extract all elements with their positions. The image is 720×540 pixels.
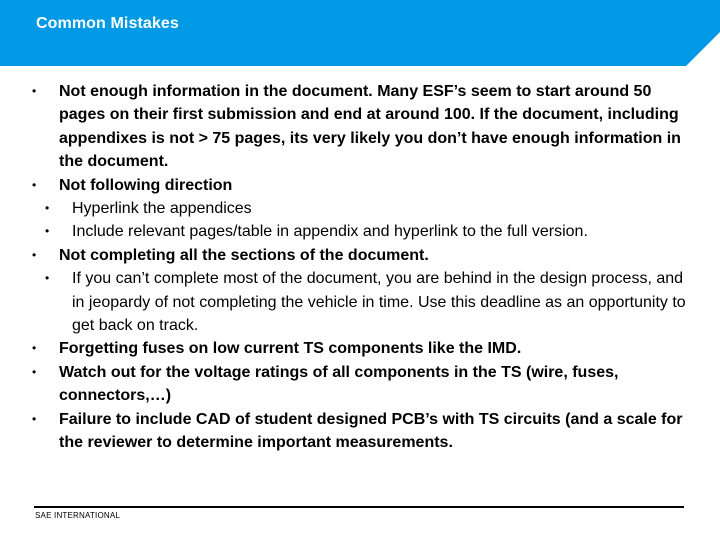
bullet-item [28, 361, 698, 408]
bullet-glyph: • [32, 341, 37, 356]
bullet-text: If you can’t complete most of the document, you are behind in the design process, and in jeopardy of not completing the vehicle in time. Use this deadline as an opportunity to get back on track. [72, 270, 686, 335]
bullet-glyph: • [45, 271, 50, 286]
bullet-text: Failure to include CAD of student designed PCB’s with TS circuits (and a scale for the reviewer to determine important measurements. [59, 410, 683, 452]
bullet-text: Not completing all the sections of the document. [59, 246, 429, 264]
bullet-item [28, 80, 698, 174]
sub-bullet-item [28, 220, 698, 243]
bullet-item [28, 174, 698, 197]
footer-divider [34, 506, 684, 508]
sub-bullet-item [28, 197, 698, 220]
banner-shape [0, 0, 720, 66]
bullet-text: Include relevant pages/table in appendix and hyperlink to the full version. [72, 223, 588, 241]
bullet-glyph: • [32, 84, 37, 98]
slide-title: Common Mistakes [36, 15, 179, 32]
bullet-text: Hyperlink the appendices [72, 200, 252, 218]
bullet-item [28, 244, 698, 267]
sub-bullet-item [28, 267, 698, 337]
bullet-glyph: • [32, 411, 37, 426]
bullet-text: Not enough information in the document. Many ESF’s seem to start around 50 pages on their first submission and end at around 100. If the document, including appendixes is not > 75 pages, its very likely you don’t have enough information in the document. [59, 83, 681, 171]
bullet-glyph: • [32, 364, 37, 379]
bullet-text: Not following direction [59, 176, 233, 194]
bullet-item [28, 337, 698, 360]
bullet-text: Forgetting fuses on low current TS components like the IMD. [59, 340, 522, 358]
bullet-glyph: • [32, 177, 37, 192]
bullet-item [28, 408, 698, 455]
bullet-list [28, 80, 698, 455]
footer-brand: SAE INTERNATIONAL [35, 511, 121, 520]
bullet-glyph: • [45, 224, 50, 239]
bullet-glyph: • [32, 247, 37, 262]
bullet-glyph: • [45, 201, 50, 216]
title-banner [0, 0, 720, 66]
bullet-text: Watch out for the voltage ratings of all components in the TS (wire, fuses, connectors,…) [59, 363, 619, 405]
